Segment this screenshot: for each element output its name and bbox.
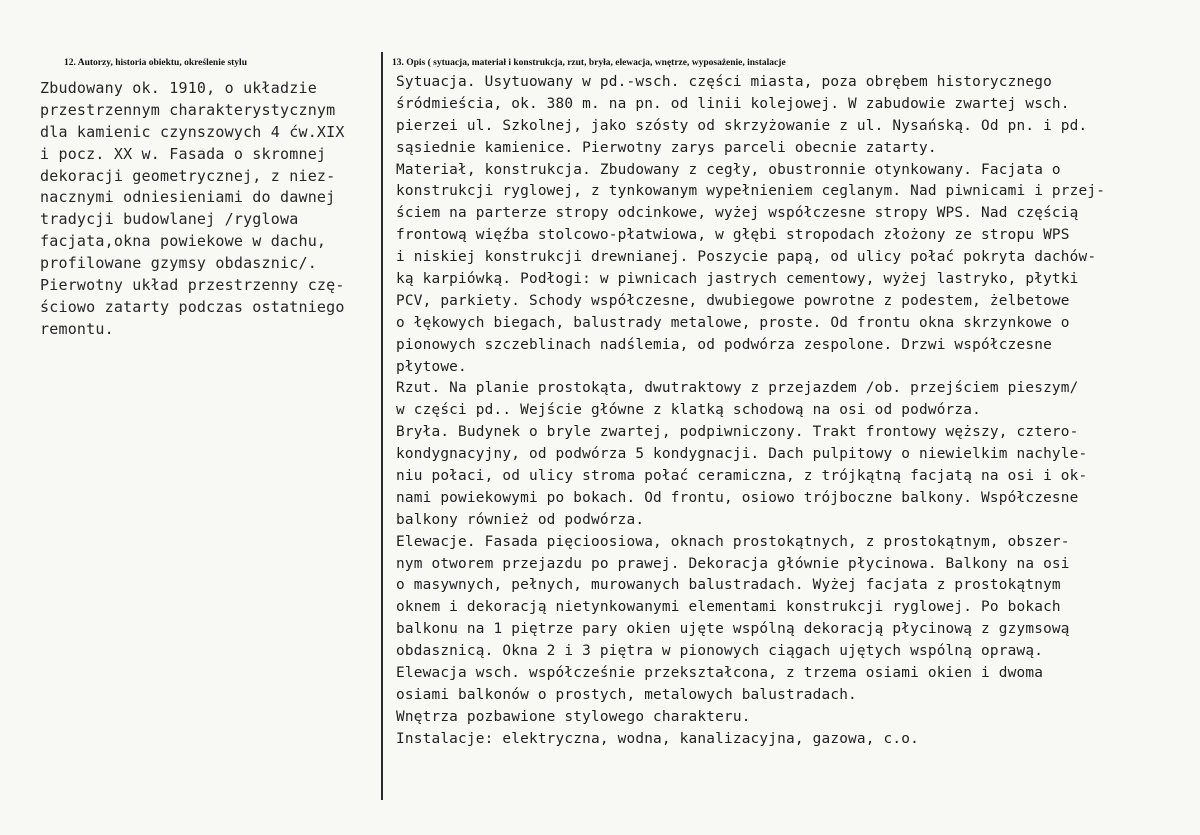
history-text-line: i pocz. XX w. Fasada o skromnej (40, 144, 327, 163)
history-text-line: nacznymi odniesieniami do dawnej (40, 188, 336, 207)
description-text-line: Bryła. Budynek o bryle zwartej, podpiwniczony. Trakt frontowy węższy, cztero- (396, 424, 1079, 441)
column-divider (381, 52, 383, 800)
history-text-line: tradycji budowlanej /ryglowa (40, 210, 299, 229)
history-text-line: profilowane gzymsy obdasznic/. (40, 254, 317, 273)
description-text-line: nym otworem przejazdu po prawej. Dekoracja głównie płycinowa. Balkony na osi (396, 555, 1070, 572)
description-text-line: ką karpiówką. Podłogi: w piwnicach jastrych cementowy, wyżej lastryko, płytki (396, 271, 1079, 288)
description-text-line: pionowych szczeblinach nadślemia, od podwórza zespolone. Drzwi współczesne (396, 336, 1052, 353)
description-text-line: obdasznicą. Okna 2 i 3 piętra w pionowych ciągach ujętych wspólną oprawą. (396, 643, 1044, 660)
description-text-line: nami powiekowymi po bokach. Od frontu, osiowo trójboczne balkony. Współczesne (396, 489, 1079, 506)
description-text-line: kondygnacyjny, od podwórza 5 kondygnacji. Dach pulpitowy o niewielkim nachyle- (396, 446, 1088, 463)
history-text-line: dekoracji geometrycznej, z niez- (40, 166, 336, 185)
description-text-line: Sytuacja. Usytuowany w pd.-wsch. części miasta, poza obrębem historycznego (396, 74, 1052, 90)
description-text-line: Instalacje: elektryczna, wodna, kanalizacyjna, gazowa, c.o. (396, 730, 919, 747)
description-text-line: Materiał, konstrukcja. Zbudowany z cegły, obustronnie otynkowany. Facjata o (396, 161, 1061, 178)
history-text-line: przestrzennym charakterystycznym (40, 100, 336, 119)
history-text-line: remontu. (40, 319, 114, 338)
description-text-line: w części pd.. Wejście główne z klatką schodową na osi od podwórza. (396, 402, 982, 419)
description-text-block (396, 72, 1192, 751)
description-text-line: o masywnych, pełnych, murowanych balustradach. Wyżej facjata z prostokątnym (396, 577, 1061, 594)
description-text-line: płytowe. (396, 358, 467, 375)
description-text-line: balkony również od podwórza. (396, 511, 645, 528)
history-text-line: facjata,okna powiekowe w dachu, (40, 232, 327, 251)
description-text-line: o łękowych biegach, balustrady metalowe, proste. Od frontu okna skrzynkowe o (396, 314, 1070, 331)
history-text-line: Zbudowany ok. 1910, o układzie (40, 79, 317, 97)
description-text-line: niu połaci, od ulicy stroma połać ceramiczna, z trójkątną facjatą na osi i ok- (396, 468, 1088, 485)
history-text-block (40, 78, 375, 341)
description-text-line: oknem i dekoracją nietynkowanymi elementami konstrukcji ryglowej. Po bokach (396, 599, 1061, 616)
description-text-line: Wnętrza pozbawione stylowego charakteru. (396, 708, 751, 725)
description-text-line: i niskiej konstrukcji drewnianej. Poszycie papą, od ulicy połać pokryta dachów- (396, 249, 1097, 266)
description-text-line: Elewacje. Fasada pięcioosiowa, oknach prostokątnych, z prostokątnym, obszer- (396, 533, 1070, 550)
description-text-line: sąsiednie kamienice. Pierwotny zarys parceli obecnie zatarty. (396, 139, 937, 156)
section-13-heading: 13. Opis ( sytuacja, materiał i konstrukcja, rzut, bryła, elewacja, wnętrze, wyposażenie, instalacje (392, 58, 786, 68)
description-text-line: osiami balkonów o prostych, metalowych balustradach. (396, 686, 857, 703)
history-text-line: Pierwotny układ przestrzenny czę- (40, 276, 345, 295)
description-text-line: Elewacja wsch. współcześnie przekształcona, z trzema osiami okien i dwoma (396, 665, 1044, 682)
description-text-line: konstrukcji ryglowej, z tynkowanym wypełnieniem ceglanym. Nad piwnicami i przej- (396, 183, 1106, 200)
description-text-line: PCV, parkiety. Schody współczesne, dwubiegowe powrotne z podestem, żelbetowe (396, 292, 1070, 309)
section-12-heading: 12. Autorzy, historia obiektu, określenie stylu (64, 58, 247, 68)
description-text-line: balkonu na 1 piętrze pary okien ujęte wspólną dekoracją płycinową z gzymsową (396, 621, 1070, 638)
description-text-line: frontową więźba stolcowo-płatwiowa, w głębi stropodach złożony ze stropu WPS (396, 227, 1070, 244)
history-text-line: dla kamienic czynszowych 4 ćw.XIX (40, 122, 345, 141)
history-text-line: ściowo zatarty podczas ostatniego (40, 297, 345, 316)
description-text-line: ściem na parterze stropy odcinkowe, wyżej współczesne stropy WPS. Nad częścią (396, 205, 1079, 222)
description-text-line: śródmieścia, ok. 380 m. na pn. od linii kolejowej. W zabudowie zwartej wsch. (396, 95, 1070, 112)
description-text-line: Rzut. Na planie prostokąta, dwutraktowy z przejazdem /ob. przejściem pieszym/ (396, 380, 1079, 397)
description-text-line: pierzei ul. Szkolnej, jako szósty od skrzyżowanie z ul. Nysańską. Od pn. i pd. (396, 117, 1088, 134)
